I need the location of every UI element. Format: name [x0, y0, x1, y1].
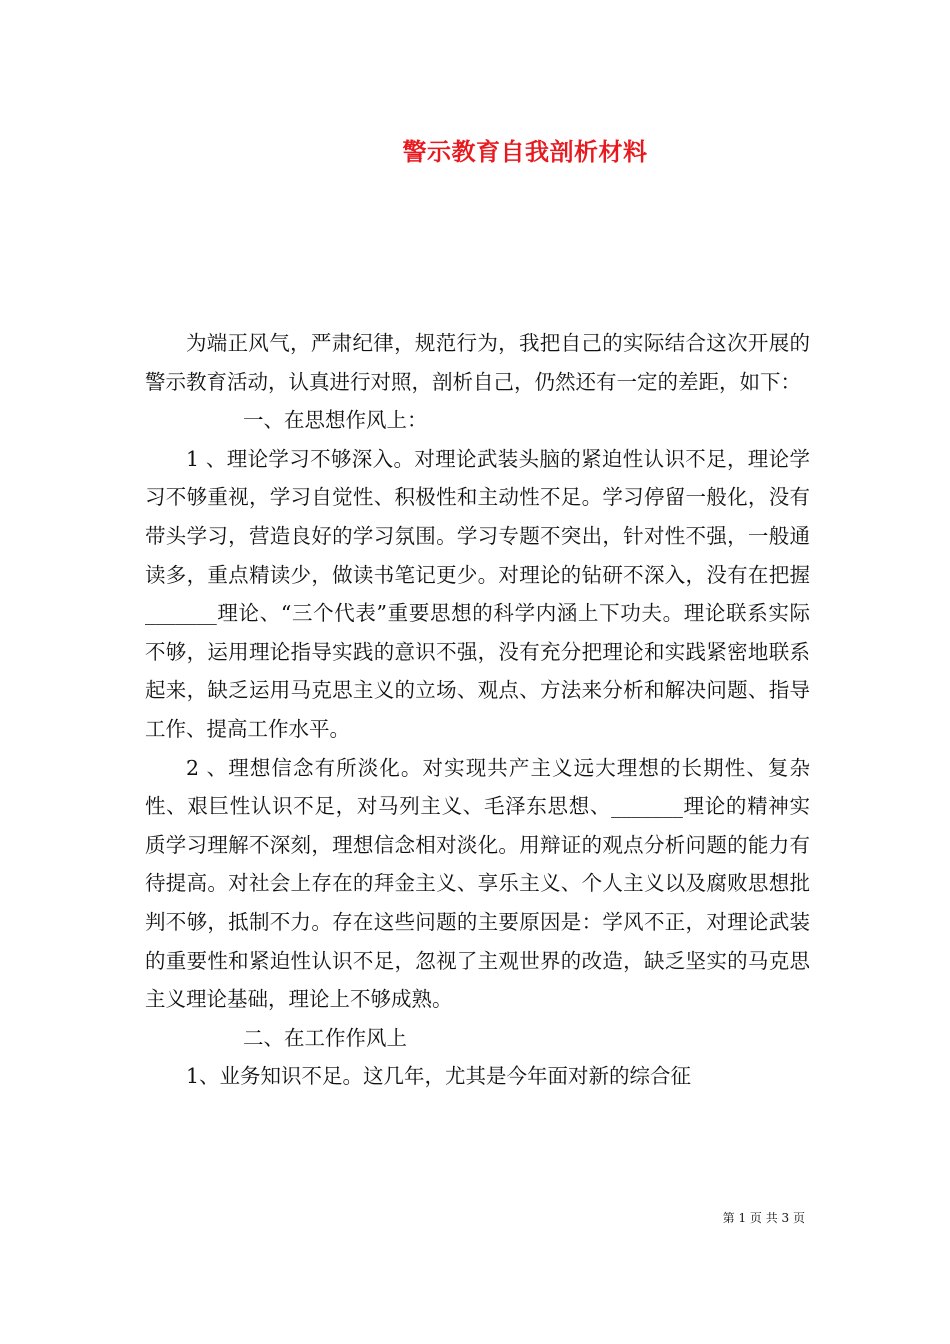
page-footer: 第 1 页 共 3 页	[722, 1211, 805, 1225]
intro-paragraph: 为端正风气，严肃纪律，规范行为，我把自己的实际结合这次开展的警示教育活动，认真进行对照，剖析自己，仍然还有一定的差距，如下：	[145, 331, 810, 394]
section-heading-thought-style: 一、在思想作风上：	[243, 408, 428, 433]
paragraph-ideals-beliefs: 2 、理想信念有所淡化。对实现共产主义远大理想的长期性、复杂性、艰巨性认识不足，对马列主义、毛泽东思想、_______理论的精神实质学习理解不深刻，理想信念相对淡化。用辩证的观点分析问题的能力有待提高。对社会上存在的拜金主义、享乐主义、个人主义以及腐败思想批判不够，抵制不力。存在这些问题的主要原因是：学风不正，对理论武装的重要性和紧迫性认识不足，忽视了主观世界的改造，缺乏坚实的马克思主义理论基础，理论上不够成熟。	[145, 755, 810, 1012]
section-heading-work-style: 二、在工作作风上	[243, 1025, 407, 1050]
paragraph-business-knowledge: 1、业务知识不足。这几年，尤其是今年面对新的综合征	[186, 1064, 692, 1089]
document-title: 警示教育自我剖析材料	[402, 137, 648, 166]
paragraph-theory-study: 1 、理论学习不够深入。对理论武装头脑的紧迫性认识不足，理论学习不够重视，学习自觉性、积极性和主动性不足。学习停留一般化，没有带头学习，营造良好的学习氛围。学习专题不突出，针对性不强，一般通读多，重点精读少，做读书笔记更少。对理论的钻研不深入，没有在把握_______理论、“三个代表”重要思想的科学内涵上下功夫。理论联系实际不够，运用理论指导实践的意识不强，没有充分把理论和实践紧密地联系起来，缺乏运用马克思主义的立场、观点、方法来分析和解决问题、指导工作、提高工作水平。	[145, 446, 810, 741]
document-body	[145, 324, 810, 1096]
